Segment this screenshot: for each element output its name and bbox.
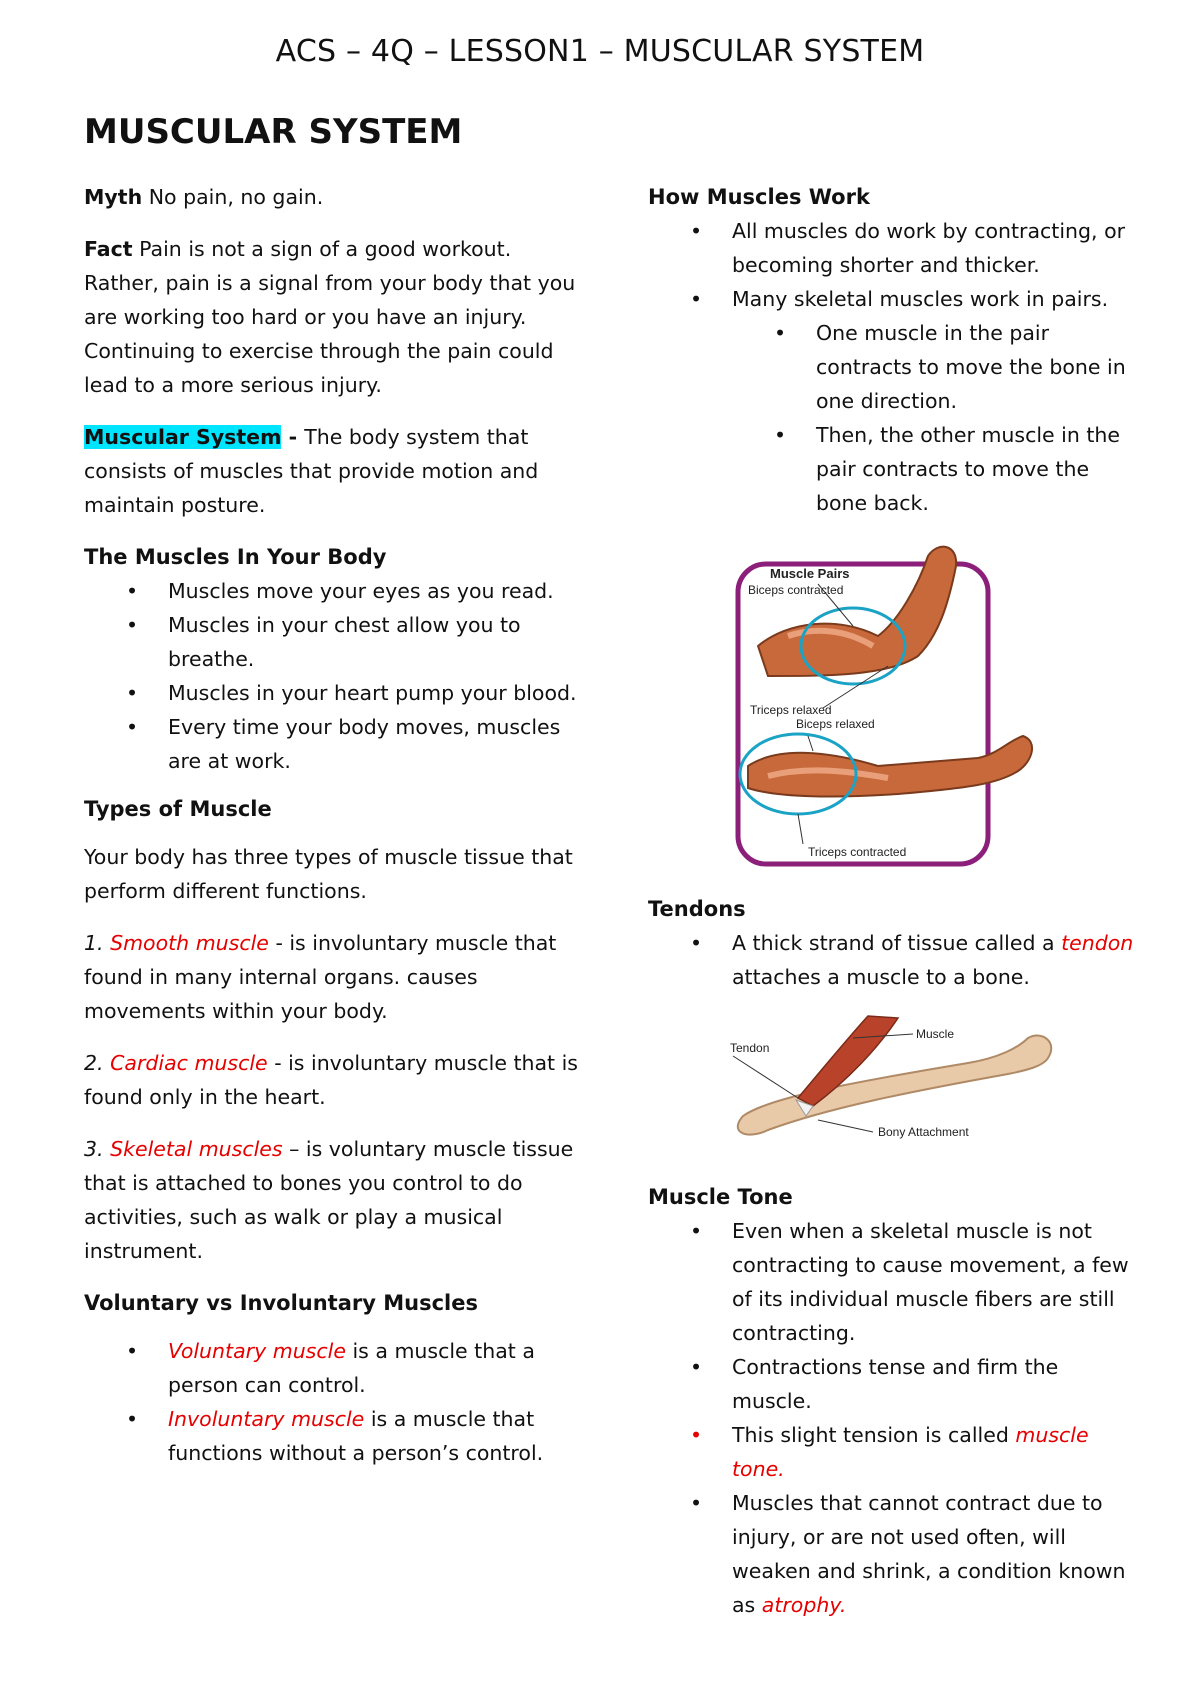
how-work-heading: How Muscles Work bbox=[648, 185, 870, 209]
atrophy-term: atrophy. bbox=[761, 1593, 847, 1617]
list-item bbox=[648, 316, 1138, 418]
list-item bbox=[648, 282, 1138, 316]
how-work-sublist bbox=[648, 316, 1138, 520]
list-item-text: Contractions tense and firm the muscle. bbox=[732, 1355, 1059, 1413]
figure-label: Bony Attachment bbox=[878, 1125, 969, 1139]
involuntary-text: is a muscle that functions without a person’s control. bbox=[168, 1407, 544, 1465]
smooth-muscle-text: - is involuntary muscle that found in many internal organs. causes movements within your body. bbox=[84, 931, 557, 1023]
types-heading: Types of Muscle bbox=[84, 797, 272, 821]
tendons-list bbox=[648, 926, 1138, 994]
tendon-term: tendon bbox=[1061, 931, 1134, 955]
skeletal-muscle-paragraph bbox=[84, 1132, 584, 1268]
bullet-icon: • bbox=[690, 1491, 703, 1515]
list-item bbox=[84, 1334, 584, 1402]
item-number: 1. bbox=[84, 931, 111, 955]
list-item-text: Many skeletal muscles work in pairs. bbox=[732, 287, 1109, 311]
fact-text: Pain is not a sign of a good workout. Rather, pain is a signal from your body that you are working too hard or you have an injury. Continuing to exercise through the pain could lead to a more serious injury. bbox=[84, 237, 576, 397]
list-item bbox=[648, 214, 1138, 282]
definition-dash: - bbox=[281, 425, 305, 449]
voluntary-term: Voluntary muscle bbox=[168, 1339, 346, 1363]
types-intro: Your body has three types of muscle tissue that perform different functions. bbox=[84, 845, 573, 903]
bullet-icon: • bbox=[774, 423, 787, 447]
list-item bbox=[648, 926, 1138, 994]
list-item bbox=[84, 676, 584, 710]
left-column bbox=[84, 180, 584, 1484]
page-header: ACS – 4Q – LESSON1 – MUSCULAR SYSTEM bbox=[275, 34, 925, 69]
figure-label: Triceps relaxed bbox=[750, 703, 832, 717]
skeletal-muscle-text: – is voluntary muscle tissue that is attached to bones you control to do activities, such as walk or play a musical instrument. bbox=[84, 1137, 574, 1263]
list-item bbox=[648, 1350, 1138, 1418]
list-item-text: Then, the other muscle in the pair contracts to move the bone back. bbox=[816, 423, 1121, 515]
muscle-tone-term: muscle tone. bbox=[732, 1423, 1089, 1481]
skeletal-muscle-term: Skeletal muscles bbox=[110, 1137, 283, 1161]
muscle-tone-list bbox=[648, 1214, 1138, 1622]
list-item-text: Even when a skeletal muscle is not contracting to cause movement, a few of its individual muscle fibers are still contracting. bbox=[732, 1219, 1129, 1345]
bullet-icon: • bbox=[126, 1339, 139, 1363]
tendon-text-post: attaches a muscle to a bone. bbox=[732, 965, 1030, 989]
smooth-muscle-term: Smooth muscle bbox=[110, 931, 269, 955]
list-item-text: All muscles do work by contracting, or becoming shorter and thicker. bbox=[732, 219, 1126, 277]
tendon-text-pre: A thick strand of tissue called a bbox=[732, 931, 1062, 955]
list-item bbox=[84, 608, 584, 676]
list-item bbox=[648, 1214, 1138, 1350]
myth-text: No pain, no gain. bbox=[142, 185, 324, 209]
bullet-icon: • bbox=[126, 681, 139, 705]
right-column bbox=[648, 180, 1138, 1636]
myth-label: Myth bbox=[84, 185, 143, 209]
smooth-muscle-paragraph bbox=[84, 926, 584, 1028]
bullet-icon: • bbox=[690, 1423, 703, 1447]
bullet-icon: • bbox=[126, 613, 139, 637]
item-number: 3. bbox=[84, 1137, 111, 1161]
bullet-icon: • bbox=[126, 715, 139, 739]
tendon-figure bbox=[648, 1008, 1138, 1158]
muscle-tone-heading: Muscle Tone bbox=[648, 1185, 793, 1209]
list-item-text: Muscles move your eyes as you read. bbox=[168, 579, 554, 603]
figure-label: Biceps relaxed bbox=[796, 717, 875, 731]
fact-paragraph bbox=[84, 232, 584, 402]
muscles-in-body-heading: The Muscles In Your Body bbox=[84, 545, 387, 569]
atrophy-text: Muscles that cannot contract due to injury, or are not used often, will weaken and shrink, a condition known as bbox=[732, 1491, 1126, 1617]
list-item bbox=[648, 418, 1138, 520]
definition-text: The body system that consists of muscles that provide motion and maintain posture. bbox=[84, 425, 539, 517]
list-item-text: Muscles in your heart pump your blood. bbox=[168, 681, 577, 705]
muscles-in-body-list bbox=[84, 574, 584, 778]
list-item bbox=[84, 1402, 584, 1470]
bullet-icon: • bbox=[690, 1355, 703, 1379]
list-item bbox=[84, 710, 584, 778]
list-item bbox=[648, 1418, 1138, 1486]
figure-title: Muscle Pairs bbox=[770, 566, 850, 581]
tension-text: This slight tension is called bbox=[732, 1423, 1016, 1447]
list-item bbox=[84, 574, 584, 608]
bone-icon bbox=[738, 1036, 1051, 1135]
list-item bbox=[648, 1486, 1138, 1622]
cardiac-muscle-term: Cardiac muscle bbox=[110, 1051, 268, 1075]
figure-label: Muscle bbox=[916, 1027, 955, 1041]
bullet-icon: • bbox=[690, 1219, 703, 1243]
bullet-icon: • bbox=[690, 287, 703, 311]
voluntary-text: is a muscle that a person can control. bbox=[168, 1339, 535, 1397]
muscle-pairs-figure bbox=[648, 526, 1138, 872]
figure-label: Triceps contracted bbox=[808, 845, 907, 859]
how-work-list bbox=[648, 214, 1138, 316]
involuntary-term: Involuntary muscle bbox=[168, 1407, 365, 1431]
bullet-icon: • bbox=[126, 579, 139, 603]
cardiac-muscle-paragraph bbox=[84, 1046, 584, 1114]
item-number: 2. bbox=[84, 1051, 111, 1075]
vol-invol-list bbox=[84, 1334, 584, 1470]
definition-term: Muscular System bbox=[84, 425, 282, 449]
list-item-text: One muscle in the pair contracts to move the bone in one direction. bbox=[816, 321, 1126, 413]
definition-paragraph bbox=[84, 420, 584, 522]
bullet-icon: • bbox=[126, 1407, 139, 1431]
tendons-heading: Tendons bbox=[648, 897, 746, 921]
bullet-icon: • bbox=[774, 321, 787, 345]
figure-label: Tendon bbox=[730, 1041, 770, 1055]
cardiac-muscle-text: - is involuntary muscle that is found only in the heart. bbox=[84, 1051, 578, 1109]
fact-label: Fact bbox=[84, 237, 133, 261]
myth-paragraph bbox=[84, 180, 584, 214]
list-item-text: Muscles in your chest allow you to breathe. bbox=[168, 613, 521, 671]
bullet-icon: • bbox=[690, 219, 703, 243]
bullet-icon: • bbox=[690, 931, 703, 955]
vol-invol-heading: Voluntary vs Involuntary Muscles bbox=[84, 1291, 478, 1315]
list-item-text: Every time your body moves, muscles are at work. bbox=[168, 715, 561, 773]
figure-label: Biceps contracted bbox=[748, 583, 844, 597]
document-title: MUSCULAR SYSTEM bbox=[84, 112, 463, 152]
